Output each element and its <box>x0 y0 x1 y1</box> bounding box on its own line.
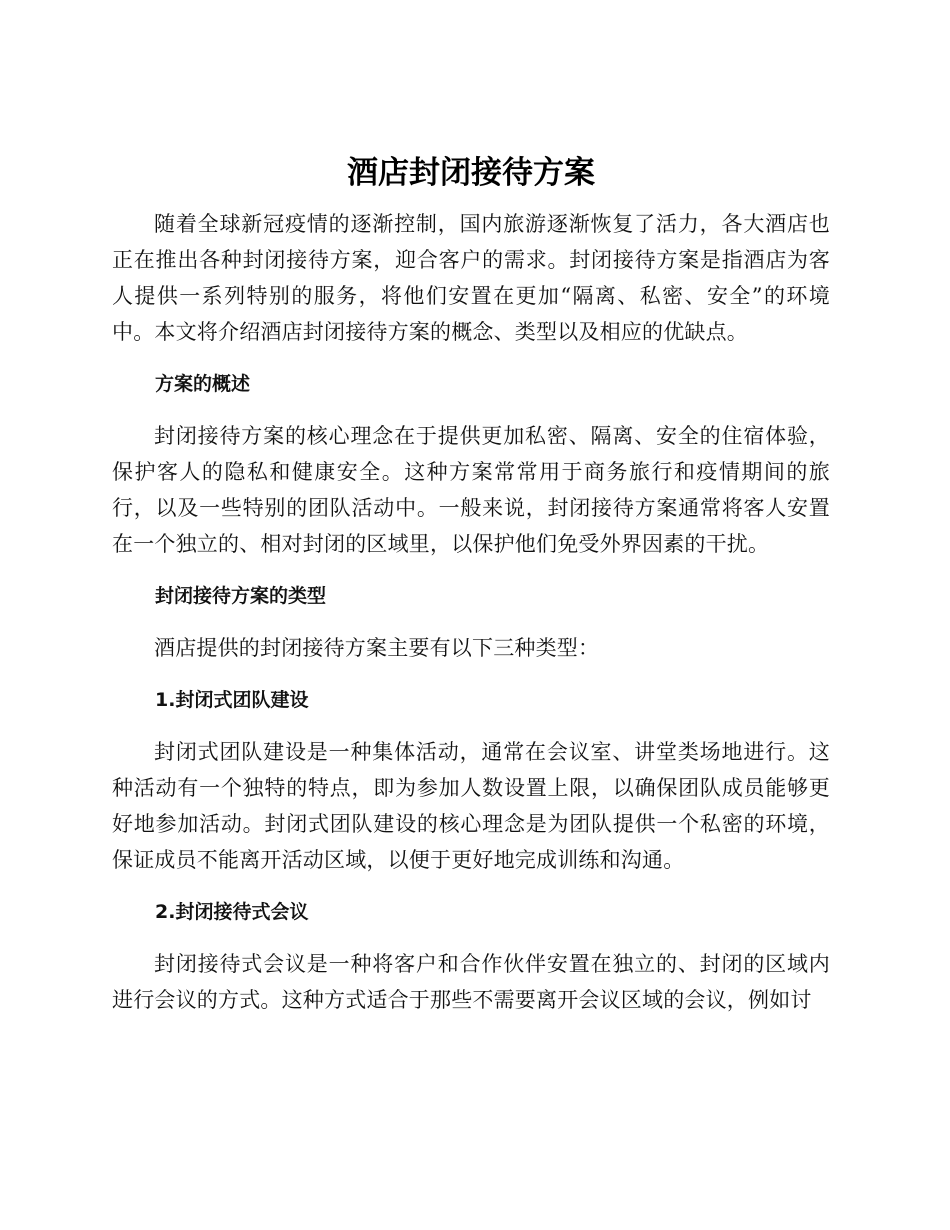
section-paragraph-types: 酒店提供的封闭接待方案主要有以下三种类型： <box>154 636 600 660</box>
document-body <box>112 150 830 1018</box>
intro-paragraph: 随着全球新冠疫情的逐渐控制，国内旅游逐渐恢复了活力，各大酒店也正在推出各种封闭接待方案，迎合客户的需求。封闭接待方案是指酒店为客人提供一系列特别的服务，将他们安置在更加“隔离、私密、安全”的环境中。本文将介绍酒店封闭接待方案的概念、类型以及相应的优缺点。 <box>112 212 830 344</box>
section-paragraph-closed-meeting: 封闭接待式会议是一种将客户和合作伙伴安置在独立的、封闭的区域内进行会议的方式。这种方式适合于那些不需要离开会议区域的会议，例如讨 <box>112 952 830 1012</box>
document-title: 酒店封闭接待方案 <box>347 155 595 191</box>
section-heading-closed-meeting: 2.封闭接待式会议 <box>155 901 309 923</box>
section-paragraph-overview: 封闭接待方案的核心理念在于提供更加私密、隔离、安全的住宿体验，保护客人的隐私和健康安全。这种方案常常用于商务旅行和疫情期间的旅行，以及一些特别的团队活动中。一般来说，封闭接待方案通常将客人安置在一个独立的、相对封闭的区域里，以保护他们免受外界因素的干扰。 <box>112 424 830 556</box>
section-heading-overview: 方案的概述 <box>155 373 251 395</box>
section-heading-types: 封闭接待方案的类型 <box>155 585 327 607</box>
section-heading-team-building: 1.封闭式团队建设 <box>155 689 309 711</box>
section-paragraph-team-building: 封闭式团队建设是一种集体活动，通常在会议室、讲堂类场地进行。这种活动有一个独特的特点，即为参加人数设置上限，以确保团队成员能够更好地参加活动。封闭式团队建设的核心理念是为团队提供一个私密的环境，保证成员不能离开活动区域，以便于更好地完成训练和沟通。 <box>112 740 830 872</box>
